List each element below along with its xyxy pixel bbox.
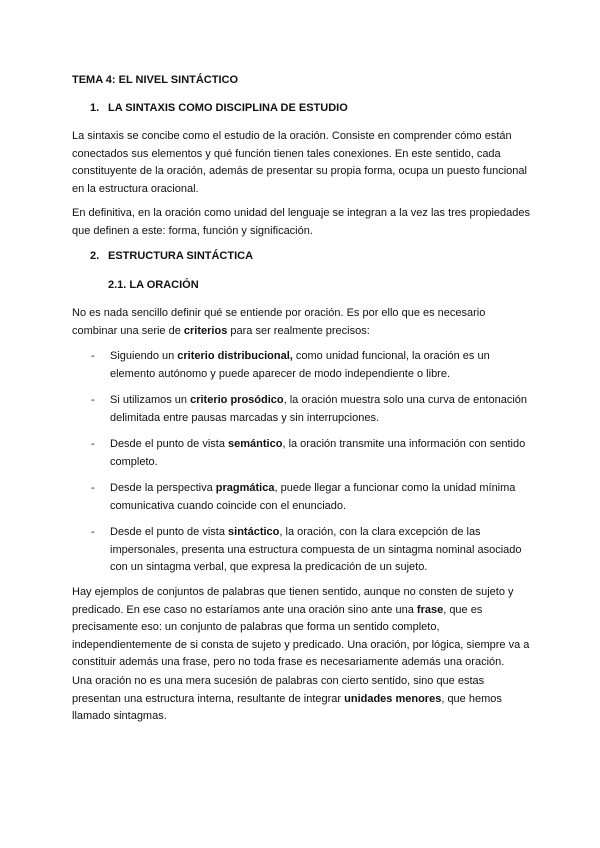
paragraph-1: La sintaxis se concibe como el estudio de la oración. Consiste en comprender cómo están conectados sus elementos y qué función tienen tales conexiones. En este sentido, cada constituyente de la oración, además de presentar su propia forma, ocupa un puesto funcional en la estructura oracional. <box>72 130 527 195</box>
document-title: TEMA 4: EL NIVEL SINTÁCTICO <box>72 74 239 86</box>
list-marker: - <box>91 526 95 538</box>
list-item-bold: criterio distribucional, <box>177 350 293 362</box>
paragraph-4 <box>72 584 532 672</box>
list-marker: - <box>91 394 95 406</box>
list-item-post: , puede llegar a funcionar como la unidad mínima comunicativa cuando coincide con el enunciado. <box>110 482 516 512</box>
paragraph-3-bold: criterios <box>183 324 228 337</box>
list-item-bold: pragmática <box>215 482 275 494</box>
list-item-bold: criterio prosódico <box>190 394 284 406</box>
list-item-text <box>110 524 535 577</box>
section-1-number: 1. <box>90 102 100 114</box>
list-item-post: , la oración muestra solo una curva de entonación delimitada entre pausas marcadas y sin interrupciones. <box>110 394 527 424</box>
section-2-title: ESTRUCTURA SINTÁCTICA <box>108 250 254 262</box>
section-1-title: LA SINTAXIS COMO DISCIPLINA DE ESTUDIO <box>108 102 348 114</box>
list-item-pre: Desde el punto de vista <box>110 526 229 538</box>
list-item-text <box>110 436 535 471</box>
list-item-text <box>110 348 535 383</box>
list-item-text <box>110 392 535 427</box>
list-item-post: , la oración transmite una información con sentido completo. <box>110 438 526 468</box>
paragraph-4-bold: frase <box>416 603 444 616</box>
list-marker: - <box>91 350 95 362</box>
list-item-pre: Desde el punto de vista <box>110 438 229 450</box>
paragraph-4-text: Hay ejemplos de conjuntos de palabras que tienen sentido, aunque no consten de sujeto y predicado. En ese caso no estaríamos ante una oración sino ante una <box>72 586 514 616</box>
list-item-text <box>110 480 535 515</box>
paragraph-5 <box>72 673 532 726</box>
paragraph-2: En definitiva, en la oración como unidad del lenguaje se integran a la vez las tres propiedades que definen a este: forma, función y significación. <box>72 207 531 237</box>
list-item-bold: semántico <box>228 438 283 450</box>
paragraph-5-text: Una oración no es una mera sucesión de palabras con cierto sentido, sino que estas presentan una estructura interna, resultante de integrar <box>72 675 485 705</box>
paragraph-3 <box>72 305 532 340</box>
paragraph-3-text: No es nada sencillo definir qué se entiende por oración. Es por ello que es necesario combinar una serie de <box>72 307 486 337</box>
paragraph-4-text-end: , que es precisamente eso: un conjunto de palabras que forma un sentido completo, independientemente de si consta de sujeto y predicado. Una oración, por lógica, siempre va a constituir además una frase, pero no toda frase es necesariamente además una oración. <box>72 603 530 668</box>
paragraph-3-text-end: para ser realmente precisos: <box>227 324 370 337</box>
list-marker: - <box>91 482 95 494</box>
list-item-post: , la oración, con la clara excepción de las impersonales, presenta una estructura compuesta de un sintagma nominal asociado con un sintagma verbal, que expresa la predicación de un sujeto. <box>110 526 522 573</box>
paragraph-5-bold: unidades menores <box>344 692 442 705</box>
list-marker: - <box>91 438 95 450</box>
paragraph-5-text-end: , que hemos llamado sintagmas. <box>72 692 502 722</box>
list-item-bold: sintáctico <box>228 526 280 538</box>
list-item-pre: Siguiendo un <box>110 350 178 362</box>
list-item-pre: Desde la perspectiva <box>110 482 216 494</box>
list-item-pre: Si utilizamos un <box>110 394 191 406</box>
list-item-post: como unidad funcional, la oración es un elemento autónomo y puede aparecer de modo independiente o libre. <box>110 350 490 380</box>
section-2-number: 2. <box>90 250 100 262</box>
subsection-heading: 2.1. LA ORACIÓN <box>108 279 199 291</box>
